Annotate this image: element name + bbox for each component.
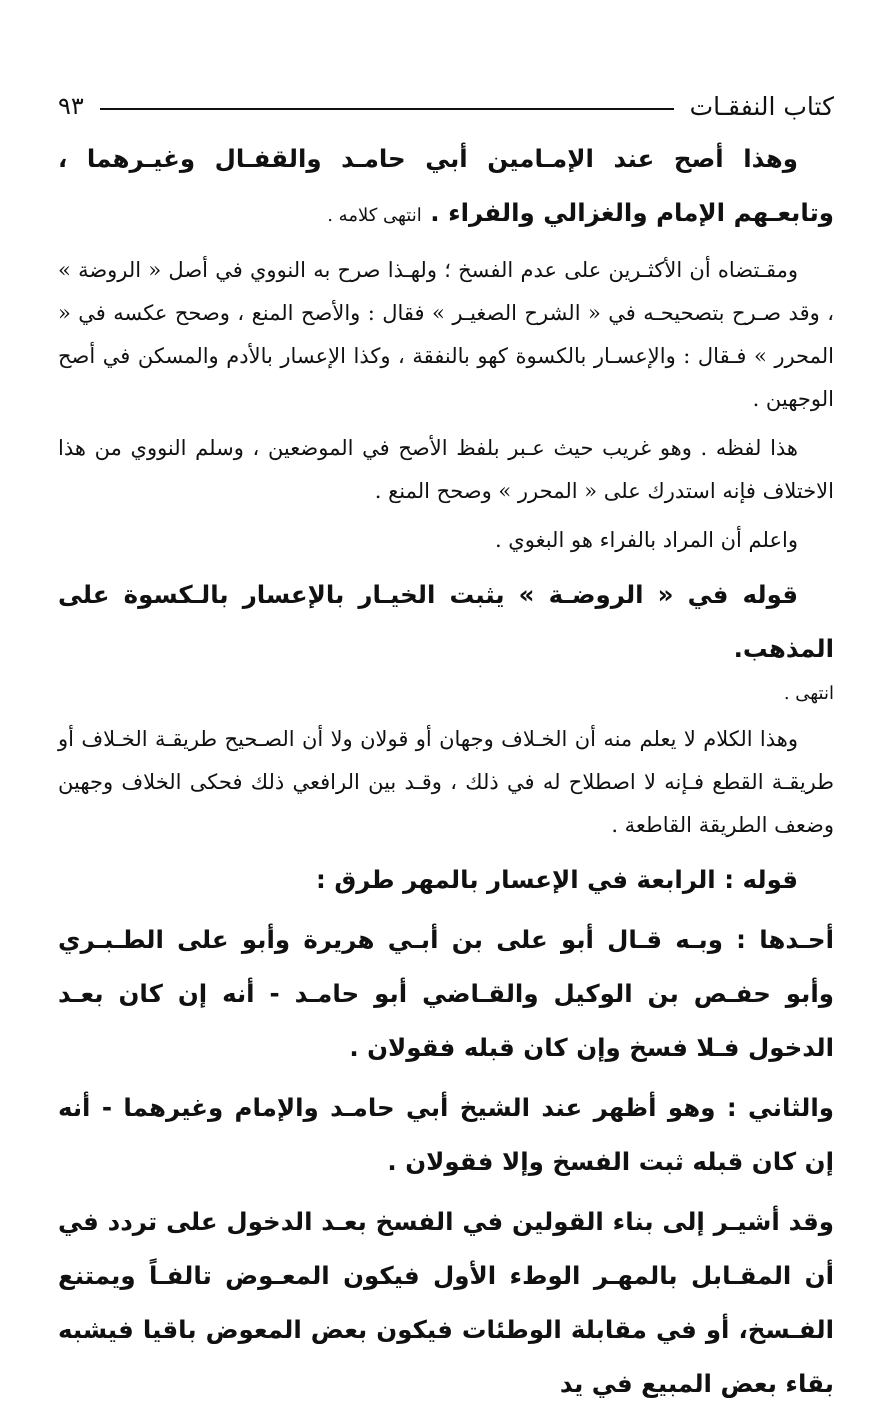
paragraph-8: أحـدها : وبـه قـال أبو على بن أبـي هريرة وأبو على الطـبـري وأبو حفـص بن الوكيل والقـاضي أبو حامـد - أنه إن كان بعـد الدخول فـلا فسخ وإن كان قبله فقولان . bbox=[58, 925, 834, 1062]
document-page bbox=[58, 86, 834, 1417]
header-rule bbox=[100, 108, 674, 110]
paragraph-1-trail: انتهى كلامه . bbox=[327, 205, 422, 226]
paragraph-6: وهذا الكلام لا يعلم منه أن الخـلاف وجهان أو قولان ولا أن الصـحيح طريقـة الخـلاف أو طريقـة القطع فـإنه لا اصطلاح له في ذلك ، وقـد بين الرافعي ذلك فحكى الخلاف وجهين وضعف الطريقة القاطعة . bbox=[58, 727, 834, 837]
paragraph-5-end: انتهى . bbox=[783, 683, 834, 704]
page-header bbox=[58, 86, 834, 126]
paragraph-2: ومقـتضاه أن الأكثـرين على عدم الفسخ ؛ ولهـذا صرح به النووي في أصل « الروضة » ، وقد صـرح بتصحيحـه في « الشرح الصغيـر » فقال : والأصح المنع ، وصحح عكسه في « المحرر » فـقال : والإعسـار بالكسوة كهو بالنفقة ، وكذا الإعسار بالأدم والمسكن في أصح الوجهين . bbox=[58, 258, 834, 411]
paragraph-3: هذا لفظه . وهو غريب حيث عـبر بلفظ الأصح في الموضعين ، وسلم النووي من هذا الاختلاف فإنه استدرك على « المحرر » وصحح المنع . bbox=[58, 436, 834, 503]
paragraph-5: قوله في « الروضـة » يثبت الخيـار بالإعسار بالـكسوة على المذهب. bbox=[58, 580, 834, 663]
paragraph-1 bbox=[58, 132, 834, 243]
paragraph-1-text: وهذا أصح عند الإمـامين أبي حامـد والقفـال وغيـرهما ، وتابعـهم الإمام والغزالي والفراء . bbox=[58, 144, 834, 227]
paragraph-7: قوله : الرابعة في الإعسار بالمهر طرق : bbox=[316, 865, 798, 894]
running-title: كتاب النفقـات bbox=[689, 91, 834, 121]
paragraph-10: وقد أشيـر إلى بناء القولين في الفسخ بعـد الدخول على تردد في أن المقـابل بالمهـر الوطء الأول فيكون المعـوض تالفـاً ويمتنع الفـسخ، أو في مقابلة الوطئات فيكون بعض المعوض باقيا فيشبه بقاء بعض المبيع في يد bbox=[58, 1207, 834, 1398]
paragraph-4: واعلم أن المراد بالفراء هو البغوي . bbox=[494, 528, 798, 552]
page-number: ٩٣ bbox=[58, 92, 84, 120]
paragraph-9: والثاني : وهو أظهر عند الشيخ أبي حامـد والإمام وغيرهما - أنه إن كان قبله ثبت الفسخ وإلا فقولان . bbox=[58, 1093, 834, 1176]
